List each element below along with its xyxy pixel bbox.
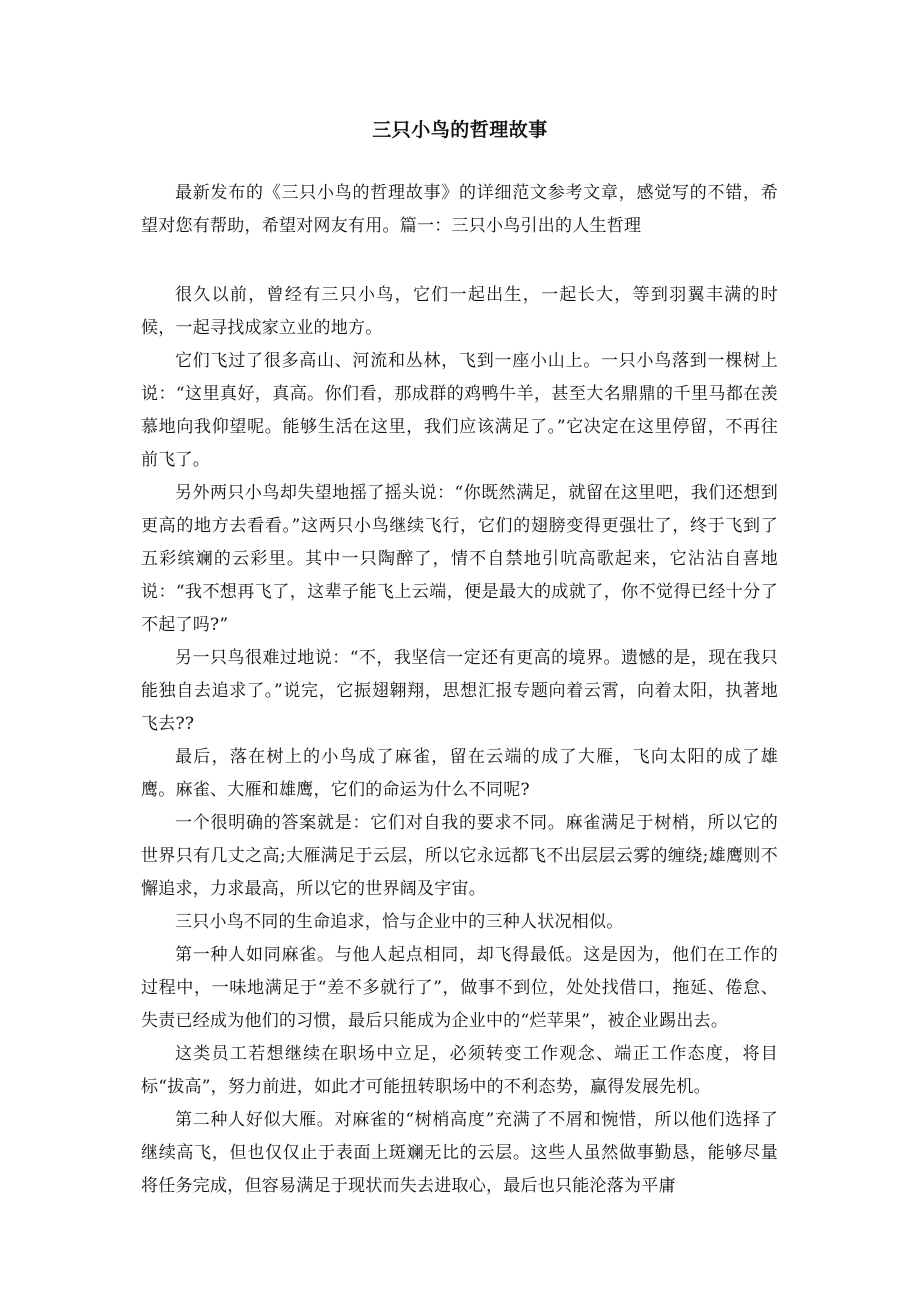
paragraph: 另一只鸟很难过地说：“不，我坚信一定还有更高的境界。遗憾的是，现在我只能独自去追求了。”说完，它振翅翱翔，思想汇报专题向着云霄，向着太阳，执著地飞去?? bbox=[141, 648, 778, 734]
paragraph: 第一种人如同麻雀。与他人起点相同，却飞得最低。这是因为，他们在工作的过程中，一味地满足于“差不多就行了”，做事不到位，处处找借口，拖延、倦怠、失责已经成为他们的习惯，最后只能成为企业中的“烂苹果”，被企业踢出去。 bbox=[141, 945, 778, 1031]
paragraph: 第二种人好似大雁。对麻雀的“树梢高度”充满了不屑和惋惜，所以他们选择了继续高飞，但也仅仅止于表面上斑斓无比的云层。这些人虽然做事勤恳，能够尽量将任务完成，但容易满足于现状而失去进取心，最后也只能沦落为平庸 bbox=[141, 1110, 778, 1196]
paragraph: 这类员工若想继续在职场中立足，必须转变工作观念、端正工作态度，将目标“拔高”，努力前进，如此才可能扭转职场中的不利态势，赢得发展先机。 bbox=[141, 1044, 778, 1097]
document-body bbox=[141, 177, 778, 1203]
paragraph: 三只小鸟不同的生命追求，恰与企业中的三种人状况相似。 bbox=[175, 912, 624, 932]
paragraph: 一个很明确的答案就是：它们对自我的要求不同。麻雀满足于树梢，所以它的世界只有几丈之高;大雁满足于云层，所以它永远都飞不出层层云雾的缠绕;雄鹰则不懈追求，力求最高，所以它的世界阔及宇宙。 bbox=[141, 813, 778, 899]
document-title: 三只小鸟的哲理故事 bbox=[372, 119, 548, 141]
paragraph: 很久以前，曾经有三只小鸟，它们一起出生，一起长大，等到羽翼丰满的时候，一起寻找成家立业的地方。 bbox=[141, 285, 778, 338]
paragraph: 它们飞过了很多高山、河流和丛林，飞到一座小山上。一只小鸟落到一棵树上说：“这里真好，真高。你们看，那成群的鸡鸭牛羊，甚至大名鼎鼎的千里马都在羡慕地向我仰望呢。能够生活在这里，我们应该满足了。”它决定在这里停留，不再往前飞了。 bbox=[141, 351, 778, 470]
paragraph: 另外两只小鸟却失望地摇了摇头说：“你既然满足，就留在这里吧，我们还想到更高的地方去看看。”这两只小鸟继续飞行，它们的翅膀变得更强壮了，终于飞到了五彩缤斓的云彩里。其中一只陶醉了，情不自禁地引吭高歌起来，它沾沾自喜地说：“我不想再飞了，这辈子能飞上云端，便是最大的成就了，你不觉得已经十分了不起了吗?” bbox=[141, 483, 778, 635]
paragraph: 最后，落在树上的小鸟成了麻雀，留在云端的成了大雁，飞向太阳的成了雄鹰。麻雀、大雁和雄鹰，它们的命运为什么不同呢? bbox=[141, 747, 778, 800]
paragraph-intro: 最新发布的《三只小鸟的哲理故事》的详细范文参考文章，感觉写的不错，希望对您有帮助，希望对网友有用。篇一：三只小鸟引出的人生哲理 bbox=[141, 183, 778, 236]
